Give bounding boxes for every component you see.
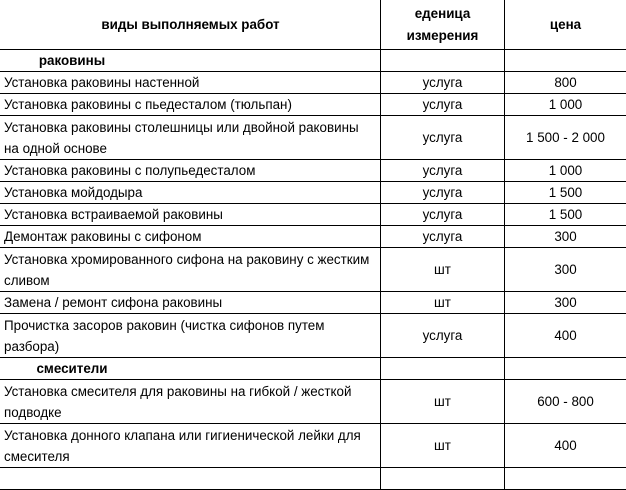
- work-cell: Установка донного клапана или гигиенической лейки для смесителя: [1, 424, 381, 468]
- unit-cell: услуга: [381, 94, 505, 116]
- table-row: [1, 468, 626, 490]
- work-cell: Демонтаж раковины с сифоном: [1, 226, 381, 248]
- table-row: [1, 314, 626, 358]
- table-row: [1, 182, 626, 204]
- price-cell: 1 000: [505, 94, 626, 116]
- unit-cell: услуга: [381, 314, 505, 358]
- header-price: цена: [505, 1, 626, 50]
- unit-cell: шт: [381, 292, 505, 314]
- header-row: [1, 1, 626, 50]
- work-cell: [1, 468, 381, 490]
- work-cell: Установка смесителя для раковины на гибкой / жесткой подводке: [1, 380, 381, 424]
- table-row: [1, 116, 626, 160]
- header-unit: еденица измерения: [381, 1, 505, 50]
- table-row: [1, 204, 626, 226]
- work-cell: Установка хромированного сифона на раковину с жестким сливом: [1, 248, 381, 292]
- table-row: [1, 292, 626, 314]
- work-cell: Прочистка засоров раковин (чистка сифонов путем разбора): [1, 314, 381, 358]
- section-title: смесители: [1, 358, 381, 380]
- price-cell: 300: [505, 226, 626, 248]
- unit-cell: шт: [381, 380, 505, 424]
- unit-cell: услуга: [381, 204, 505, 226]
- price-cell: 400: [505, 314, 626, 358]
- price-cell: 1 500 - 2 000: [505, 116, 626, 160]
- work-cell: Установка раковины столешницы или двойной раковины на одной основе: [1, 116, 381, 160]
- header-work: виды выполняемых работ: [1, 1, 381, 50]
- price-cell: [505, 468, 626, 490]
- unit-cell: услуга: [381, 226, 505, 248]
- work-cell: Установка мойдодыра: [1, 182, 381, 204]
- price-cell: 300: [505, 248, 626, 292]
- work-cell: Установка раковины с полупьедесталом: [1, 160, 381, 182]
- price-cell: 600 - 800: [505, 380, 626, 424]
- section-empty-cell: [381, 50, 505, 72]
- table-row: [1, 248, 626, 292]
- unit-cell: шт: [381, 424, 505, 468]
- table-row: [1, 424, 626, 468]
- section-title: раковины: [1, 50, 381, 72]
- work-cell: Замена / ремонт сифона раковины: [1, 292, 381, 314]
- table-row: [1, 160, 626, 182]
- work-cell: Установка встраиваемой раковины: [1, 204, 381, 226]
- work-cell: Установка раковины с пьедесталом (тюльпан): [1, 94, 381, 116]
- price-cell: 1 500: [505, 204, 626, 226]
- price-cell: 400: [505, 424, 626, 468]
- price-cell: 300: [505, 292, 626, 314]
- unit-cell: услуга: [381, 72, 505, 94]
- table-row: [1, 94, 626, 116]
- section-empty-cell: [505, 358, 626, 380]
- table-row: [1, 72, 626, 94]
- unit-cell: услуга: [381, 116, 505, 160]
- work-cell: Установка раковины настенной: [1, 72, 381, 94]
- price-cell: 800: [505, 72, 626, 94]
- table-row: [1, 380, 626, 424]
- section-row-faucets: [1, 358, 626, 380]
- section-row-sinks: [1, 50, 626, 72]
- price-cell: 1 500: [505, 182, 626, 204]
- unit-cell: [381, 468, 505, 490]
- section-empty-cell: [505, 50, 626, 72]
- unit-cell: шт: [381, 248, 505, 292]
- section-empty-cell: [381, 358, 505, 380]
- unit-cell: услуга: [381, 160, 505, 182]
- table-row: [1, 226, 626, 248]
- price-cell: 1 000: [505, 160, 626, 182]
- unit-cell: услуга: [381, 182, 505, 204]
